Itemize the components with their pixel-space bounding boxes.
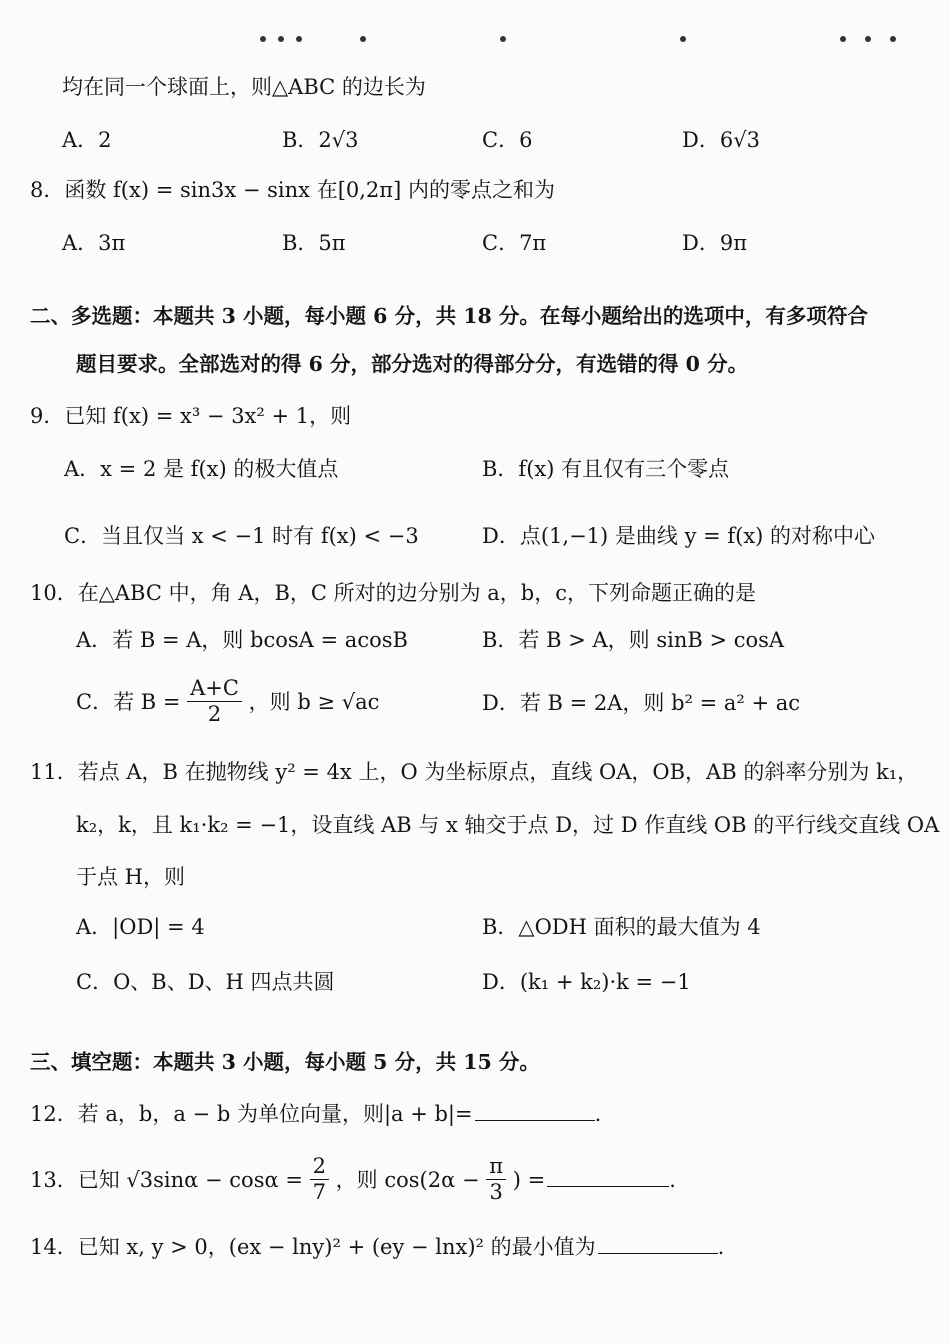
q12-stem: 12．若 a，b，a − b 为单位向量，则|a + b|= [30, 1102, 473, 1126]
q10-stem: 10．在△ABC 中，角 A，B，C 所对的边分别为 a，b，c，下列命题正确的是 [30, 581, 757, 605]
q13-prefix: 13．已知 √3sinα − cosα = [30, 1168, 303, 1192]
top-edge-marks [260, 36, 900, 46]
q13-fraction-pi-3 [486, 1156, 506, 1203]
q14-line [30, 1237, 724, 1258]
q11-option-b: B．△ODH 面积的最大值为 4 [482, 915, 761, 939]
q13-fraction2-denominator: 3 [489, 1180, 503, 1204]
q7-stem-tail: 均在同一个球面上，则△ABC 的边长为 [62, 75, 426, 99]
q9-option-d: D．点(1,−1) 是曲线 y = f(x) 的对称中心 [482, 524, 876, 548]
q14-answer-blank[interactable] [598, 1252, 718, 1254]
section3-title: 三、填空题：本题共 3 小题，每小题 5 分，共 15 分。 [30, 1050, 540, 1074]
q11-stem-line2: k₂，k，且 k₁·k₂ = −1，设直线 AB 与 x 轴交于点 D，过 D 作直线 OB 的平行线交直线 OA [76, 813, 940, 837]
q10-option-d: D．若 B = 2A，则 b² = a² + ac [482, 691, 801, 715]
q7-option-c: C．6 [482, 128, 533, 152]
q13-line [30, 1154, 676, 1205]
q7-option-b: B．2√3 [282, 128, 359, 152]
q13-fraction1-denominator: 7 [312, 1180, 326, 1204]
q11-stem-line3: 于点 H，则 [76, 865, 185, 889]
q11-option-d: D．(k₁ + k₂)·k = −1 [482, 970, 691, 994]
q13-suffix: ) = [512, 1168, 546, 1192]
q10-option-c [76, 676, 380, 727]
q10-option-c-denominator: 2 [207, 702, 222, 726]
q9-option-b: B．f(x) 有且仅有三个零点 [482, 457, 730, 481]
q11-option-a: A．|OD| = 4 [76, 915, 205, 939]
q11-stem-line1: 11．若点 A，B 在抛物线 y² = 4x 上，O 为坐标原点，直线 OA，OB，AB 的斜率分别为 k₁， [30, 760, 919, 784]
q11-option-c: C．O、B、D、H 四点共圆 [76, 970, 335, 994]
q13-end: . [669, 1168, 676, 1192]
q8-option-c: C．7π [482, 231, 547, 255]
q10-option-a: A．若 B = A，则 bcosA = acosB [76, 628, 408, 652]
q10-option-c-numerator: A+C [187, 678, 242, 702]
q7-option-a: A．2 [62, 128, 112, 152]
q8-option-d: D．9π [682, 231, 747, 255]
section2-instructions-line1: 二、多选题：本题共 3 小题，每小题 6 分，共 18 分。在每小题给出的选项中，有多项符合 [30, 304, 868, 328]
q13-middle: ，则 cos(2α − [335, 1168, 480, 1192]
q8-option-a: A．3π [62, 231, 126, 255]
q13-answer-blank[interactable] [547, 1185, 669, 1187]
q10-option-c-fraction [187, 678, 242, 725]
q10-option-c-suffix: ，则 b ≥ √ac [248, 690, 380, 714]
q9-option-a: A．x = 2 是 f(x) 的极大值点 [64, 457, 339, 481]
q12-line [30, 1104, 601, 1125]
q12-end: . [594, 1102, 602, 1126]
q10-option-c-prefix: C．若 B = [76, 690, 181, 714]
q13-fraction2-numerator: π [486, 1156, 506, 1180]
q12-answer-blank[interactable] [475, 1119, 595, 1121]
q7-option-d: D．6√3 [682, 128, 760, 152]
q8-stem: 8．函数 f(x) = sin3x − sinx 在[0,2π] 内的零点之和为 [30, 178, 555, 202]
q14-end: . [717, 1235, 725, 1259]
q13-fraction-2-7 [310, 1156, 329, 1203]
q10-option-b: B．若 B > A，则 sinB > cosA [482, 628, 785, 652]
q9-stem: 9．已知 f(x) = x³ − 3x² + 1，则 [30, 404, 352, 428]
q13-fraction1-numerator: 2 [310, 1156, 329, 1180]
q14-stem: 14．已知 x, y > 0，(ex − lny)² + (ey − lnx)² 的最小值为 [30, 1235, 596, 1259]
section2-instructions-line2: 题目要求。全部选对的得 6 分，部分选对的得部分分，有选错的得 0 分。 [76, 352, 749, 376]
q8-option-b: B．5π [282, 231, 346, 255]
q9-option-c: C．当且仅当 x < −1 时有 f(x) < −3 [64, 524, 419, 548]
